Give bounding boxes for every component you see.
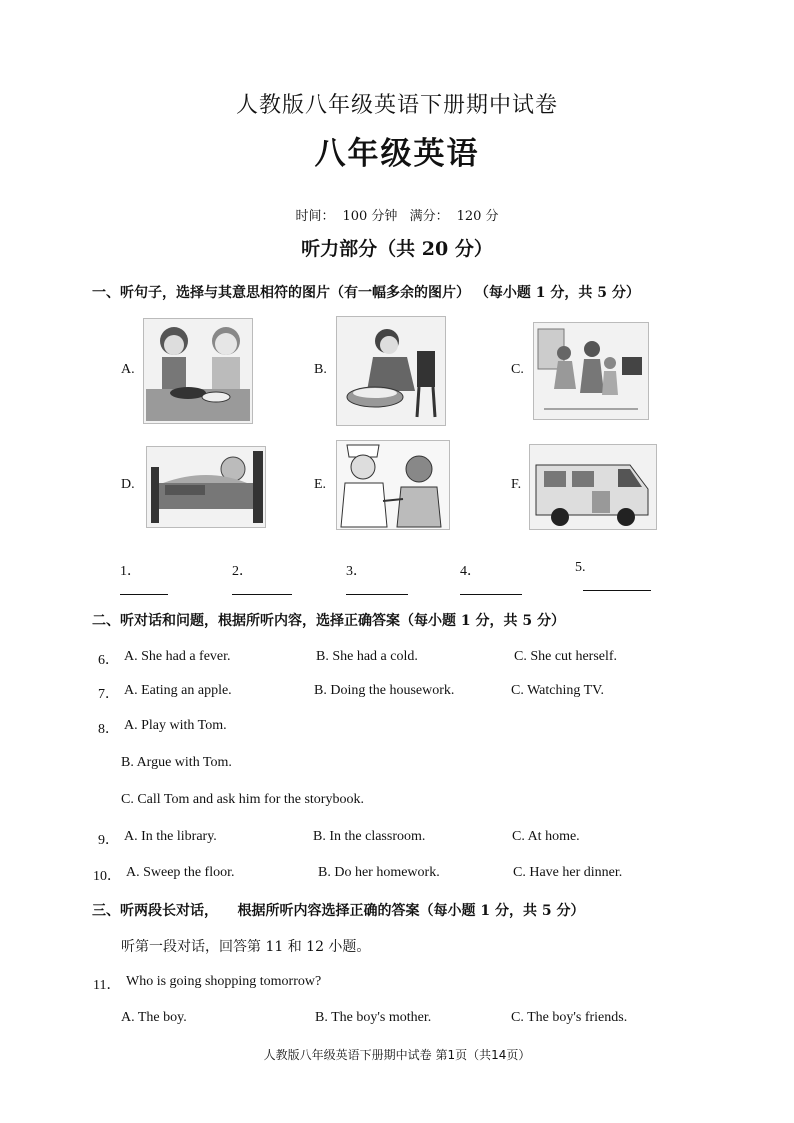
answer-3[interactable]: 3．	[346, 560, 408, 600]
option-a[interactable]: A. Eating an apple.	[124, 683, 232, 698]
picture-e-label: E.	[314, 477, 327, 492]
option-a[interactable]: A. Play with Tom.	[124, 718, 227, 733]
document-subtitle: 八年级英语	[314, 136, 480, 172]
answer-blank[interactable]	[460, 580, 522, 595]
question-text: Who is going shopping tomorrow?	[126, 974, 322, 989]
exam-meta	[0, 205, 794, 224]
option-b[interactable]: B. In the classroom.	[313, 829, 426, 844]
option-b[interactable]: B. Doing the housework.	[314, 683, 455, 698]
question-number: 6．	[98, 653, 119, 668]
option-a[interactable]: A. Sweep the floor.	[126, 865, 235, 880]
question-number: 10．	[93, 869, 121, 884]
option-c[interactable]: C. Have her dinner.	[513, 865, 623, 880]
picture-c-label: C.	[511, 362, 524, 377]
ambulance-picture	[529, 444, 657, 530]
option-c[interactable]: C. Call Tom and ask him for the storybook.	[121, 792, 364, 807]
time-label: 时间：	[295, 209, 335, 224]
section2-heading: 二、听对话和问题，根据所听内容，选择正确答案（每小题 1 分，共 5 分）	[92, 613, 565, 629]
option-c[interactable]: C. At home.	[512, 829, 580, 844]
answer-2[interactable]: 2．	[232, 560, 292, 600]
answer-5[interactable]: 5.	[575, 560, 651, 596]
answer-blank[interactable]	[232, 580, 292, 595]
option-c[interactable]: C. The boy's friends.	[511, 1010, 628, 1025]
boys-cooking-picture	[143, 318, 253, 424]
girl-washing-clothes-picture	[336, 316, 446, 426]
page-footer: 人教版八年级英语下册期中试卷 第1页（共14页）	[263, 1048, 531, 1062]
question-number: 9．	[98, 833, 119, 848]
picture-d-label: D.	[121, 477, 135, 492]
picture-b-label: B.	[314, 362, 327, 377]
answer-blank[interactable]	[583, 576, 651, 591]
question-number: 11．	[93, 978, 121, 993]
option-c[interactable]: C. Watching TV.	[511, 683, 604, 698]
question-number: 7．	[98, 687, 119, 702]
section1-heading: 一、听句子，选择与其意思相符的图片（有一幅多余的图片） （每小题 1 分，共 5 分）	[92, 285, 640, 301]
answer-blank[interactable]	[120, 580, 168, 595]
picture-a-label: A.	[121, 362, 135, 377]
answer-blank[interactable]	[346, 580, 408, 595]
time-value: 100 分钟	[342, 209, 398, 224]
picture-f-label: F.	[511, 477, 522, 492]
option-a[interactable]: A. In the library.	[124, 829, 217, 844]
option-b[interactable]: B. She had a cold.	[316, 649, 418, 664]
question-number: 8．	[98, 722, 119, 737]
section3-heading: 三、听两段长对话， 根据所听内容选择正确的答案（每小题 1 分，共 5 分）	[92, 903, 585, 919]
answer-1[interactable]: 1．	[120, 560, 168, 600]
option-c[interactable]: C. She cut herself.	[514, 649, 618, 664]
family-cleaning-picture	[533, 322, 649, 420]
option-a[interactable]: A. She had a fever.	[124, 649, 231, 664]
listening-section-title: 听力部分（共 20 分）	[301, 238, 493, 260]
option-a[interactable]: A. The boy.	[121, 1010, 187, 1025]
option-b[interactable]: B. Argue with Tom.	[121, 755, 232, 770]
score-value: 120 分	[456, 209, 499, 224]
option-b[interactable]: B. Do her homework.	[318, 865, 440, 880]
answer-4[interactable]: 4．	[460, 560, 522, 600]
score-label: 满分：	[409, 209, 449, 224]
sick-in-bed-picture	[146, 446, 266, 528]
doctor-patient-picture	[336, 440, 450, 530]
section3-intro: 听第一段对话，回答第 11 和 12 小题。	[121, 939, 371, 955]
document-title: 人教版八年级英语下册期中试卷	[235, 93, 558, 118]
option-b[interactable]: B. The boy's mother.	[315, 1010, 432, 1025]
